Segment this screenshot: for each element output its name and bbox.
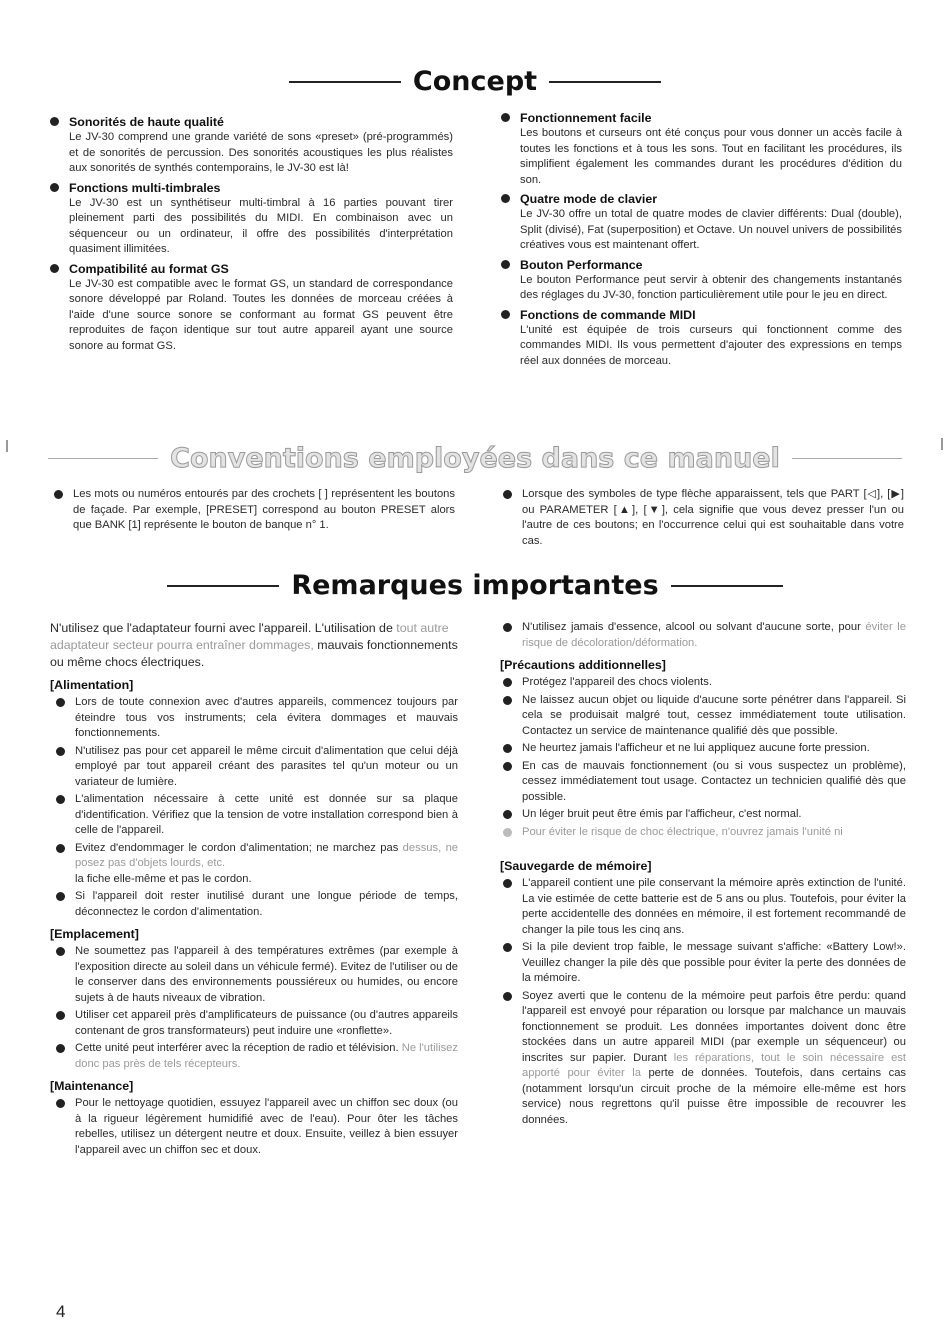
feature-title: Quatre mode de clavier (520, 192, 658, 206)
emplacement-list (50, 944, 458, 1072)
bullet-icon (501, 260, 510, 269)
list-item-text: Si l'appareil doit rester inutilisé durant une longue période de temps, déconnectez le cordon d'alimentation. (75, 890, 458, 918)
feature-text: Le JV-30 est un synthétiseur multi-timbral à 16 parties pouvant tirer pleinement parti des possibilités du MIDI. En combinaison avec un séquenceur ou un ordinateur, il offre des possibilités d'interprétation quasiment illimitées. (69, 196, 453, 255)
feature-item (520, 307, 902, 370)
list-item-text: Protégez l'appareil des chocs violents. (522, 676, 712, 688)
list-item (522, 876, 906, 938)
feature-item (69, 261, 453, 355)
list-item (522, 759, 906, 806)
bullet-icon (56, 892, 65, 901)
alimentation-list (50, 695, 458, 920)
feature-title: Sonorités de haute qualité (69, 115, 224, 129)
bullet-icon (56, 844, 65, 853)
feature-item (520, 257, 902, 304)
heading-rule-right (549, 81, 661, 83)
feature-text: Le JV-30 est compatible avec le format GS, un standard de correspondance sonore développé par Roland. Toutes les données de morceau créées à l'aide d'une source sonore se conformant au format GS peuvent être reproduites de façon identique sur tout autre appareil ayant une source sonore au format GS. (69, 277, 453, 352)
list-item-text: Lors de toute connexion avec d'autres appareils, commencez toujours par éteindre tous vos instruments; cela évitera dommages et mauvais fonctionnements. (75, 696, 458, 739)
bullet-icon (503, 943, 512, 952)
list-item-text: N'utilisez pas pour cet appareil le même circuit d'alimentation que celui déjà employé par tout appareil créant des parasites tel qu'un moteur ou un variateur de lumière. (75, 744, 458, 788)
maintenance-list (50, 1096, 458, 1158)
list-item-text: la fiche elle-même et pas le cordon. (75, 872, 252, 885)
bullet-icon (501, 113, 510, 122)
conventions-heading (0, 443, 950, 474)
list-item-text: Pour le nettoyage quotidien, essuyez l'appareil avec un chiffon sec doux (ou à la rigueur légèrement humidifié avec de l'eau). Pour ôter les tâches rebelles, utilisez un détergent neutre et doux. Ensuite, veillez à bien essuyer l'appareil avec un chiffon sec et doux. (75, 1097, 458, 1156)
feature-text: Le JV-30 offre un total de quatre modes de clavier différents: Dual (double), Split (divisé), Fat (superposition) et Octave. Un nouvel univers de possibilités créatives vous est maintenant offert. (520, 208, 902, 251)
scan-speck (941, 438, 943, 450)
bullet-icon (503, 762, 512, 771)
feature-text: Le bouton Performance peut servir à obtenir des changements instantanés des réglages du JV-30, fonction particulièrement utile pour le jeu en direct. (520, 273, 902, 301)
feature-text: Le JV-30 comprend une grande variété de sons «preset» (pré-programmés) et de sonorités de percussion. Des sonorités acoustiques les plus réalistes aux sonorités de synthés contemporains, le JV-30 est là! (69, 131, 453, 174)
precautions-heading: [Précautions additionnelles] (500, 658, 666, 672)
emplacement-heading: [Emplacement] (50, 927, 139, 941)
list-item-text: Ne heurtez jamais l'afficheur et ne lui appliquez aucune forte pression. (522, 742, 870, 754)
list-item (75, 944, 458, 1006)
list-item-text: Evitez d'endommager le cordon d'alimentation; ne marchez pas (75, 841, 399, 854)
list-item (75, 1008, 458, 1039)
list-item-text: Cette unité peut interférer avec la réception de radio et télévision. (75, 1042, 399, 1054)
list-item-text: L'alimentation nécessaire à cette unité est donnée sur sa plaque d'identification. Vérifiez que la tension de votre installation correspond bien à celle de l'appareil. (75, 793, 458, 836)
list-item-text: N'utilisez jamais d'essence, alcool ou solvant d'aucune sorte, pour (522, 621, 861, 633)
bullet-icon (50, 117, 59, 126)
list-item (522, 693, 906, 740)
heading-rule-right (792, 458, 902, 459)
list-item (522, 741, 906, 757)
sauvegarde-heading: [Sauvegarde de mémoire] (500, 859, 652, 873)
remarques-heading (0, 570, 950, 601)
convention-text: Les mots ou numéros entourés par des crochets [ ] représentent les boutons de façade. Par exemple, [PRESET] correspond au bouton PRESET alors que BANK [1] représente le bouton de banque n° 1. (73, 488, 455, 531)
list-item (75, 744, 458, 791)
remarques-right-column (500, 620, 907, 1130)
faint-text: Pour éviter le risque de choc électrique, n'ouvrez jamais l'unité ni (522, 825, 843, 838)
bullet-icon (56, 1099, 65, 1108)
concept-title: Concept (412, 66, 538, 97)
alimentation-heading: [Alimentation] (50, 678, 134, 692)
list-item (75, 695, 458, 742)
list-item (522, 675, 906, 691)
list-item-text: En cas de mauvais fonctionnement (ou si vous suspectez un problème), cessez immédiatement tout usage. Contactez un technicien qualifié dès que possible. (522, 759, 906, 803)
bullet-icon (56, 947, 65, 956)
feature-title: Fonctions de commande MIDI (520, 307, 696, 322)
conventions-left (73, 487, 455, 536)
bullet-icon (503, 879, 512, 888)
bullet-icon (501, 194, 510, 203)
bullet-icon (503, 623, 512, 632)
list-item-text: Si la pile devient trop faible, le message suivant s'affiche: «Battery Low!». Veuillez changer la pile dès que possible pour éviter la perte des données de la mémoire. (522, 941, 906, 984)
list-item-text: Un léger bruit peut être émis par l'afficheur, c'est normal. (522, 808, 802, 820)
list-item-text: Ne soumettez pas l'appareil à des températures extrêmes (par exemple à l'exposition directe au soleil dans un véhicule fermé). Evitez de l'utiliser ou de le conserver dans des environnements poussiéreux ou humides, ou encore sujets à de hauts niveaux de vibration. (75, 945, 458, 1004)
bullet-icon (503, 992, 512, 1001)
bullet-icon (503, 678, 512, 687)
bullet-icon (56, 698, 65, 707)
feature-text: Les boutons et curseurs ont été conçus pour vous donner un accès facile à toutes les fonctions et à tous les sons. Tout en facilitant les procédures, ils simplifient également les commandes durant les procédures d'édition du son. (520, 127, 902, 186)
convention-text: Lorsque des symboles de type flèche apparaissent, tels que PART [◁], [▶] ou PARAMETER [▲], [▼], cela signifie que vous devez presser l'un ou l'autre de ces boutons; en l'occurrence celui qui est souhaitable dans votre cas. (522, 488, 904, 547)
feature-item (69, 180, 453, 258)
bullet-icon (503, 828, 512, 837)
feature-item (520, 191, 902, 254)
feature-title: Fonctionnement facile (520, 111, 652, 125)
list-item (522, 620, 906, 651)
concept-right-column (520, 110, 902, 372)
feature-title: Bouton Performance (520, 257, 643, 272)
bullet-icon (501, 310, 510, 319)
feature-item (520, 110, 902, 188)
list-item-text: Soyez averti que le contenu de la mémoire peut parfois être perdu: quand l'appareil est envoyé pour réparation ou lorsque par malchance un mauvais fonctionnement se produit. Les données importantes doivent donc être stockées dans un autre appareil MIDI (par exemple un séquenceur) ou inscrites sur papier. Durant (522, 989, 906, 1064)
bullet-icon (54, 490, 63, 499)
heading-rule-right (671, 585, 783, 587)
feature-title: Fonctions multi-timbrales (69, 180, 221, 195)
remarques-left-column (50, 620, 458, 1160)
list-item (75, 792, 458, 839)
faint-text: éviter le risque de décoloration/déformation. (522, 621, 907, 649)
heading-rule-left (167, 585, 279, 587)
maintenance-heading: [Maintenance] (50, 1079, 134, 1093)
bullet-icon (503, 810, 512, 819)
conventions-right (522, 487, 904, 551)
list-item (522, 940, 906, 987)
list-item-text: Ne laissez aucun objet ou liquide d'aucune sorte pénétrer dans l'appareil. Si cela se produisait malgré tout, cessez immédiatement toute utilisation. Contactez un service de maintenance qualifié dès que possible. (522, 693, 906, 737)
list-item (75, 841, 458, 888)
remarques-title: Remarques importantes (291, 570, 659, 601)
list-item (522, 989, 906, 1129)
bullet-icon (50, 183, 59, 192)
feature-text: L'unité est équipée de trois curseurs qui fonctionnent comme des commandes MIDI. Ils vous permettent d'ajouter des expressions en temps réel aux données de morceau. (520, 323, 902, 367)
intro-faint-line: tout autre adaptateur secteur pourra entraîner dommages, (50, 621, 449, 652)
bullet-icon (56, 1044, 65, 1053)
scan-speck (6, 440, 8, 452)
list-item-text: perte de données. Toutefois, dans certains cas (notamment lorsqu'un circuit proche de la mémoire elle-même est hors service) nous regrettons qu'il puisse être impossible de recouvrer les données. (522, 1067, 907, 1126)
list-item (522, 825, 906, 841)
bullet-icon (503, 696, 512, 705)
conventions-title: Conventions employées dans ce manuel (170, 443, 780, 474)
concept-left-column (69, 114, 453, 357)
bullet-icon (50, 264, 59, 273)
faint-text: dessus, ne posez pas d'objets lourds, etc. (75, 841, 459, 869)
concept-heading (0, 66, 950, 97)
feature-item (69, 114, 453, 177)
list-item (75, 889, 458, 920)
convention-item (73, 487, 455, 534)
bullet-icon (503, 744, 512, 753)
list-item (75, 1096, 458, 1158)
intro-line: N'utilisez que l'adaptateur fourni avec l'appareil. L'utilisation de (50, 621, 393, 635)
list-item-text: L'appareil contient une pile conservant la mémoire après extinction de l'unité. La vie estimée de cette batterie est de 5 ans ou plus. Toutefois, pour éviter la perte accidentelle des données en mémoire, il est fortement recommandé de changer la pile tous les cinq ans. (522, 877, 906, 936)
page-number: 4 (56, 1302, 66, 1321)
faint-text: Ne l'utilisez donc pas près de tels récepteurs. (75, 1042, 458, 1070)
bullet-icon (56, 795, 65, 804)
list-item (522, 807, 906, 823)
heading-rule-left (48, 458, 158, 459)
faint-text: les réparations, tout le soin nécessaire est apporté pour éviter la (522, 1051, 906, 1079)
feature-title: Compatibilité au format GS (69, 261, 229, 276)
bullet-icon (56, 1011, 65, 1020)
list-item-text: Utiliser cet appareil près d'amplificateurs de puissance (ou d'autres appareils contenant de gros transformateurs) peut induire une «ronflette». (75, 1009, 458, 1037)
heading-rule-left (289, 81, 401, 83)
intro-end-line: mauvais fonctionnements ou même chocs électriques. (50, 638, 458, 669)
bullet-icon (503, 490, 512, 499)
bullet-icon (56, 747, 65, 756)
convention-item (522, 487, 904, 549)
list-item (75, 1041, 458, 1072)
intro-text (50, 620, 458, 671)
